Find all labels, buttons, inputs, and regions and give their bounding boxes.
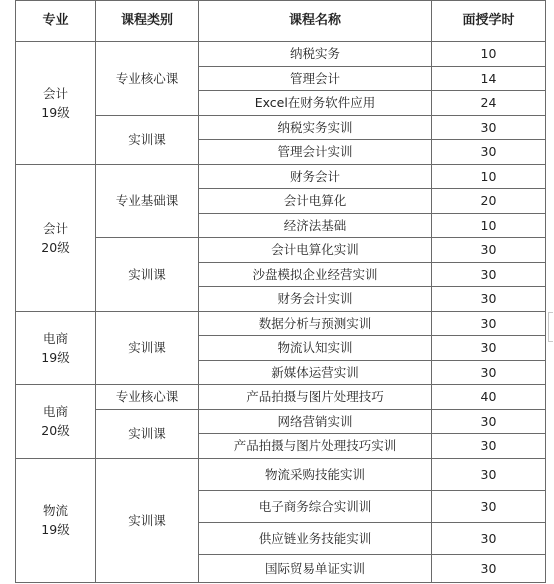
major-name: 电商 (42, 404, 68, 420)
table-row (16, 164, 546, 189)
major-year: 19级 (41, 522, 70, 538)
course-name-cell: 国际贸易单证实训 (199, 555, 432, 583)
header-hours: 面授学时 (432, 1, 546, 42)
major-cell (16, 458, 96, 583)
table-row (16, 42, 546, 67)
category-cell: 实训课 (96, 238, 199, 312)
course-name-cell: 电子商务综合实训训 (199, 490, 432, 522)
major-cell (16, 311, 96, 385)
major-cell (16, 42, 96, 165)
major-name: 电商 (42, 330, 68, 346)
course-name-cell: 供应链业务技能实训 (199, 522, 432, 554)
header-course-name: 课程名称 (199, 1, 432, 42)
hours-cell: 30 (432, 434, 546, 459)
hours-cell: 10 (432, 164, 546, 189)
table-row (16, 385, 546, 410)
hours-cell: 40 (432, 385, 546, 410)
hours-cell: 30 (432, 555, 546, 583)
course-name-cell: 沙盘模拟企业经营实训 (199, 262, 432, 287)
page-edge-marker (548, 312, 553, 342)
course-name-cell: 会计电算化实训 (199, 238, 432, 263)
header-major: 专业 (16, 1, 96, 42)
hours-cell: 24 (432, 91, 546, 116)
hours-cell: 30 (432, 140, 546, 165)
course-name-cell: 产品拍摄与图片处理技巧 (199, 385, 432, 410)
hours-cell: 30 (432, 522, 546, 554)
hours-cell: 30 (432, 262, 546, 287)
major-name: 物流 (42, 503, 68, 519)
course-name-cell: 财务会计 (199, 164, 432, 189)
category-cell: 实训课 (96, 409, 199, 458)
course-name-cell: 物流认知实训 (199, 336, 432, 361)
header-row (16, 1, 546, 42)
hours-cell: 30 (432, 115, 546, 140)
course-name-cell: Excel在财务软件应用 (199, 91, 432, 116)
major-year: 20级 (41, 423, 70, 439)
major-cell (16, 164, 96, 311)
major-year: 20级 (41, 239, 70, 255)
hours-cell: 30 (432, 238, 546, 263)
hours-cell: 30 (432, 311, 546, 336)
course-name-cell: 管理会计实训 (199, 140, 432, 165)
hours-cell: 30 (432, 409, 546, 434)
course-name-cell: 新媒体运营实训 (199, 360, 432, 385)
course-name-cell: 财务会计实训 (199, 287, 432, 312)
table-row (16, 409, 546, 434)
hours-cell: 30 (432, 336, 546, 361)
course-name-cell: 经济法基础 (199, 213, 432, 238)
table-row (16, 238, 546, 263)
category-cell: 专业核心课 (96, 42, 199, 116)
hours-cell: 14 (432, 66, 546, 91)
course-name-cell: 数据分析与预测实训 (199, 311, 432, 336)
category-cell: 实训课 (96, 458, 199, 583)
hours-cell: 30 (432, 287, 546, 312)
course-name-cell: 纳税实务 (199, 42, 432, 67)
category-cell: 实训课 (96, 115, 199, 164)
major-name: 会计 (42, 85, 68, 101)
header-category: 课程类别 (96, 1, 199, 42)
course-name-cell: 产品拍摄与图片处理技巧实训 (199, 434, 432, 459)
course-name-cell: 物流采购技能实训 (199, 458, 432, 490)
hours-cell: 30 (432, 360, 546, 385)
table-row (16, 458, 546, 490)
course-name-cell: 纳税实务实训 (199, 115, 432, 140)
hours-cell: 10 (432, 213, 546, 238)
hours-cell: 10 (432, 42, 546, 67)
hours-cell: 30 (432, 490, 546, 522)
course-name-cell: 网络营销实训 (199, 409, 432, 434)
major-year: 19级 (41, 104, 70, 120)
course-name-cell: 管理会计 (199, 66, 432, 91)
course-schedule-table (15, 0, 546, 583)
major-name: 会计 (42, 220, 68, 236)
major-year: 19级 (41, 349, 70, 365)
table-row (16, 115, 546, 140)
course-name-cell: 会计电算化 (199, 189, 432, 214)
major-cell (16, 385, 96, 459)
category-cell: 专业基础课 (96, 164, 199, 238)
category-cell: 专业核心课 (96, 385, 199, 410)
hours-cell: 20 (432, 189, 546, 214)
category-cell: 实训课 (96, 311, 199, 385)
hours-cell: 30 (432, 458, 546, 490)
table-row (16, 311, 546, 336)
